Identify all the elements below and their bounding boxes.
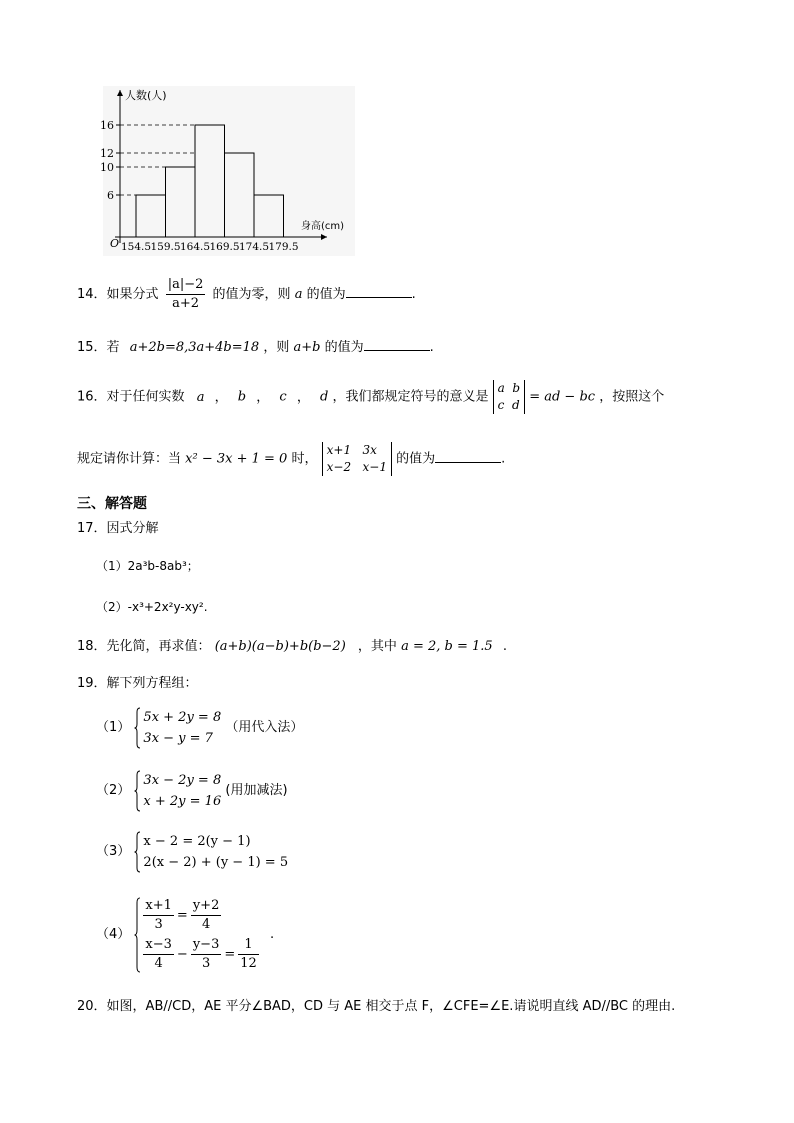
left-brace-icon	[134, 770, 141, 812]
q19-p4-g1-den: 4	[154, 956, 163, 971]
q17-number: 17．	[77, 521, 107, 536]
q18-end: .	[502, 639, 507, 654]
y-axis-label: 人数(人)	[125, 89, 167, 102]
q19-p4-g2-den: 3	[201, 956, 211, 971]
q14-fraction	[166, 276, 206, 313]
y-tick-label: 10	[100, 161, 114, 174]
histogram-bar	[254, 195, 284, 237]
x-tick-label: 179.5	[268, 241, 299, 253]
question-16-line2	[77, 442, 505, 476]
y-tick-label: 16	[100, 119, 114, 132]
q14-text3: 的值为	[306, 287, 346, 302]
y-tick-label: 12	[100, 147, 114, 160]
q17-part-2: （2）-x³+2x²y-xy².	[96, 600, 208, 614]
question-17	[77, 520, 159, 538]
question-14	[77, 276, 416, 313]
q19-p4-eq1	[143, 897, 261, 934]
q19-p4-eq-sign: =	[176, 908, 188, 923]
question-18	[77, 638, 507, 656]
origin-label: O	[110, 237, 120, 250]
q14-answer-blank[interactable]	[346, 284, 412, 298]
q19-p3-eq2: 2(x − 2) + (y − 1) = 5	[143, 855, 289, 870]
q19-p4-label: （4）	[96, 927, 131, 942]
q14-number: 14．	[77, 287, 107, 302]
q15-text1: 若	[106, 340, 120, 355]
q18-expression: (a+b)(a−b)+b(b−2)	[214, 639, 346, 654]
q19-p4-g2-num: y−3	[191, 936, 222, 955]
q19-p3-eq1: x − 2 = 2(y − 1)	[143, 834, 251, 849]
histogram-bar	[136, 195, 166, 237]
q14-frac-denominator: a+2	[172, 296, 199, 311]
x-axis-label: 身高(cm)	[301, 221, 345, 232]
q16-det2-row2: x−2 x−1	[326, 460, 387, 474]
q19-p2-eq2: x + 2y = 16	[143, 794, 222, 809]
q19-p4-eq-sign-2: =	[224, 947, 236, 962]
q16-sep-2: ，	[256, 389, 270, 405]
q19-part-2	[96, 770, 288, 812]
x-tick-label: 174.5	[238, 241, 270, 253]
q16-det1-row2: c d	[497, 398, 520, 412]
q19-p2-note: (用加减法)	[225, 783, 288, 798]
q19-p2-eq1: 3x − 2y = 8	[143, 773, 222, 788]
q19-p4-system	[134, 897, 261, 973]
q14-frac-numerator: |a|−2	[166, 276, 206, 295]
q19-part-4	[96, 897, 274, 973]
q16-text3: ，按照这个	[599, 389, 665, 405]
q15-expr2: a+b	[293, 340, 321, 355]
q19-p4-end: .	[269, 927, 275, 942]
q16-det-definition: = ad − bc	[529, 389, 596, 405]
q19-title: 解下列方程组：	[106, 676, 198, 691]
q16-number: 16．	[77, 389, 107, 405]
q19-p3-label: （3）	[96, 844, 131, 859]
q16-line2-text1: 规定请你计算：当	[77, 451, 182, 467]
histogram-svg	[100, 86, 355, 256]
q15-number: 15．	[77, 340, 107, 355]
q20-text: 如图，AB//CD，AE 平分∠BAD，CD 与 AE 相交于点 F，∠CFE=∠E.请说明直线 AD//BC 的理由.	[106, 999, 676, 1014]
q16-var-a: a	[196, 389, 205, 405]
question-20	[77, 998, 675, 1016]
q14-var: a	[294, 287, 303, 302]
q20-number: 20．	[77, 999, 107, 1014]
q18-condition: a = 2, b = 1.5	[401, 639, 493, 654]
q19-p2-system	[134, 770, 221, 812]
q16-line2-text2: 时，	[291, 451, 318, 467]
q19-p1-system	[134, 707, 221, 749]
x-tick-label: 154.5	[120, 241, 152, 253]
q19-p4-g3-den: 12	[240, 956, 257, 971]
q19-p4-eq2	[143, 936, 261, 973]
section-3-heading: 三、解答题	[77, 496, 147, 512]
q19-p4-f2-den: 4	[201, 917, 211, 932]
q18-text1: 先化简，再求值：	[106, 639, 211, 654]
q19-part-1	[96, 707, 303, 749]
q19-p3-system	[134, 831, 288, 873]
histogram-bar	[166, 167, 196, 237]
q15-expr: a+2b=8,3a+4b=18	[129, 340, 260, 355]
left-brace-icon	[134, 707, 141, 749]
q17-part-1: （1）2a³b-8ab³；	[96, 559, 199, 573]
q18-text2: ，其中	[357, 639, 397, 654]
q16-var-c: c	[279, 389, 287, 405]
x-tick-label: 159.5	[150, 241, 181, 253]
q16-text1: 对于任何实数	[106, 389, 185, 405]
question-19	[77, 675, 198, 693]
q16-determinant-abcd	[493, 380, 525, 414]
q15-text3: 的值为	[324, 340, 364, 355]
q14-end: .	[411, 287, 416, 302]
left-brace-icon	[134, 897, 141, 973]
q19-p1-eq2: 3x − y = 7	[143, 731, 213, 746]
q16-condition: x² − 3x + 1 = 0	[185, 451, 288, 467]
q16-text2: ，我们都规定符号的意义是	[332, 389, 489, 405]
q16-det1-row1: a b	[497, 381, 521, 395]
q19-p1-label: （1）	[96, 720, 131, 735]
q16-answer-blank[interactable]	[435, 449, 501, 463]
q16-determinant-x	[322, 442, 392, 476]
q18-number: 18．	[77, 639, 107, 654]
q16-var-b: b	[237, 389, 247, 405]
q19-p4-minus: −	[176, 947, 188, 962]
q16-sep-1: ，	[214, 389, 228, 405]
q19-p4-g3-num: 1	[238, 936, 259, 955]
q19-p4-g1-num: x−3	[143, 936, 174, 955]
q15-answer-blank[interactable]	[364, 337, 430, 351]
q14-text1: 如果分式	[106, 287, 159, 302]
q19-part-3	[96, 831, 288, 873]
x-tick-label: 169.5	[209, 241, 240, 253]
q16-sep-3: ，	[296, 389, 310, 405]
x-tick-label: 164.5	[179, 241, 211, 253]
left-brace-icon	[134, 831, 141, 873]
q15-end: .	[429, 340, 434, 355]
q19-p1-eq1: 5x + 2y = 8	[143, 710, 222, 725]
q19-p4-f2-num: y+2	[191, 897, 222, 916]
q19-p4-f1-den: 3	[154, 917, 163, 932]
y-tick-label: 6	[107, 189, 114, 202]
q19-number: 19．	[77, 676, 107, 691]
q17-title: 因式分解	[106, 521, 159, 536]
question-16-line1	[77, 380, 664, 414]
histogram-chart	[100, 86, 355, 256]
q19-p2-label: （2）	[96, 783, 131, 798]
q16-line2-text3: 的值为	[396, 451, 436, 467]
q14-text2: 的值为零，则	[212, 287, 291, 302]
q15-text2: ，则	[263, 340, 290, 355]
q19-p1-note: （用代入法）	[225, 720, 304, 735]
q16-var-d: d	[319, 389, 329, 405]
q16-end: .	[501, 451, 506, 467]
q16-det2-row1: x+1 3x	[326, 443, 377, 457]
q19-p4-f1-num: x+1	[143, 897, 174, 916]
histogram-bar	[225, 153, 255, 237]
question-15	[77, 337, 434, 357]
histogram-bar	[195, 125, 225, 237]
